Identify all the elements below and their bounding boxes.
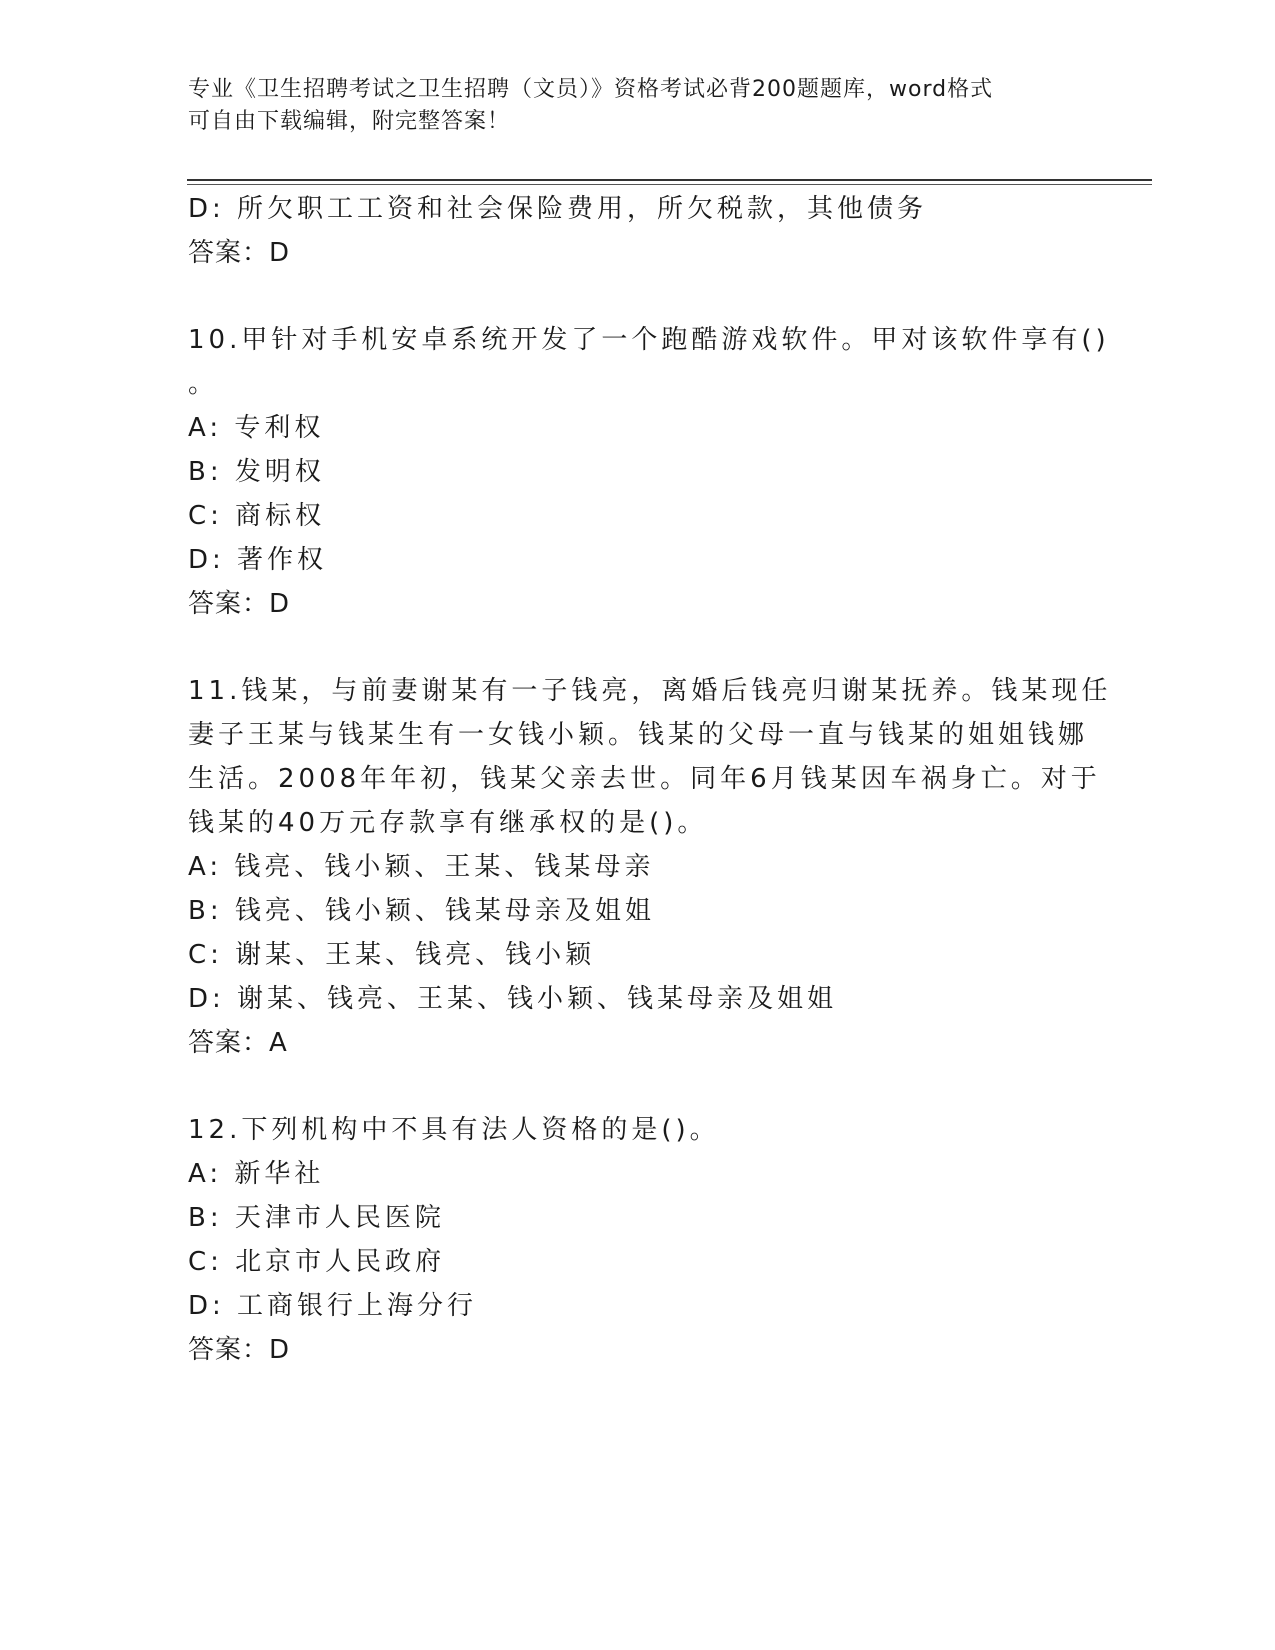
- q11-option-c: C: 谢某、王某、钱亮、钱小颖: [188, 940, 596, 970]
- q10-option-b: B: 发明权: [188, 457, 325, 487]
- q11-answer: 答案：A: [188, 1028, 288, 1058]
- q11-option-d: D: 谢某、钱亮、王某、钱小颖、钱某母亲及姐姐: [188, 984, 838, 1014]
- q12-option-c: C: 北京市人民政府: [188, 1247, 446, 1277]
- q12-answer: 答案：D: [188, 1335, 291, 1365]
- q11-stem-line-4: 钱某的40万元存款享有继承权的是()。: [188, 808, 708, 838]
- header-divider-thin: [187, 184, 1152, 185]
- q10-option-c: C: 商标权: [188, 501, 326, 531]
- q10-stem-line-2: 。: [188, 369, 219, 399]
- q12-option-d: D: 工商银行上海分行: [188, 1291, 478, 1321]
- q10-answer: 答案：D: [188, 589, 291, 619]
- q10-option-d: D: 著作权: [188, 545, 328, 575]
- header-line-2: 可自由下载编辑，附完整答案！: [188, 109, 511, 134]
- q9-answer: 答案：D: [188, 238, 291, 268]
- q10-option-a: A: 专利权: [188, 413, 325, 443]
- q9-option-d: D: 所欠职工工资和社会保险费用，所欠税款，其他债务: [188, 194, 928, 224]
- header-divider-thick: [187, 179, 1152, 181]
- q10-stem-line-1: 10.甲针对手机安卓系统开发了一个跑酷游戏软件。甲对该软件享有(): [188, 325, 1110, 355]
- q11-stem-line-2: 妻子王某与钱某生有一女钱小颖。钱某的父母一直与钱某的姐姐钱娜: [188, 720, 1089, 750]
- header-line-1: 专业《卫生招聘考试之卫生招聘（文员）》资格考试必背200题题库，word格式: [188, 77, 994, 102]
- q12-option-a: A: 新华社: [188, 1159, 325, 1189]
- document-header: [188, 74, 1068, 138]
- q11-stem-line-1: 11.钱某，与前妻谢某有一子钱亮，离婚后钱亮归谢某抚养。钱某现任: [188, 676, 1112, 706]
- q12-stem-line-1: 12.下列机构中不具有法人资格的是()。: [188, 1115, 720, 1145]
- q12-option-b: B: 天津市人民医院: [188, 1203, 445, 1233]
- q11-option-a: A: 钱亮、钱小颖、王某、钱某母亲: [188, 852, 655, 882]
- q11-stem-line-3: 生活。2008年年初，钱某父亲去世。同年6月钱某因车祸身亡。对于: [188, 764, 1101, 794]
- q11-option-b: B: 钱亮、钱小颖、钱某母亲及姐姐: [188, 896, 655, 926]
